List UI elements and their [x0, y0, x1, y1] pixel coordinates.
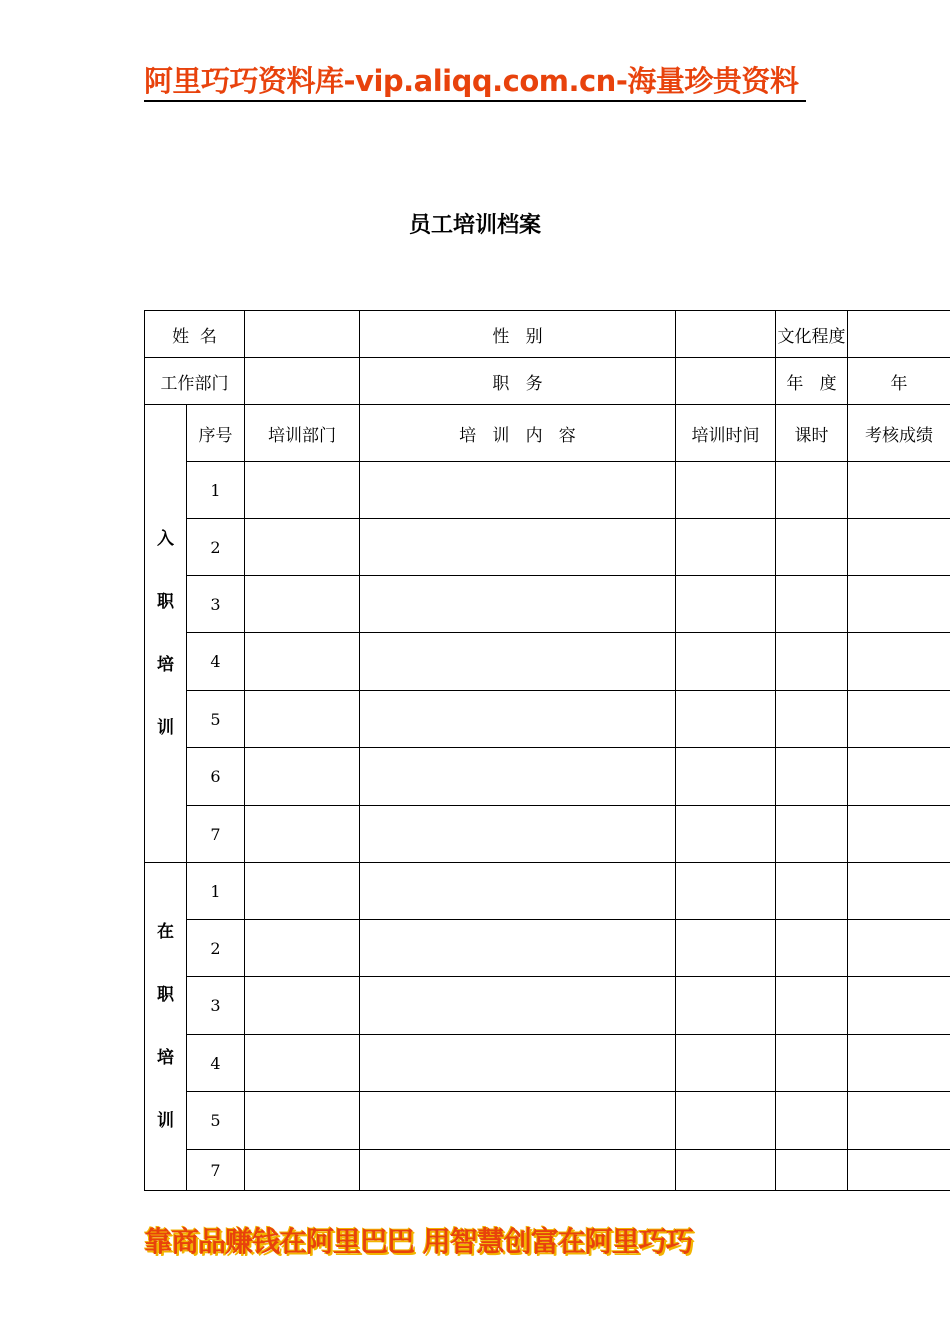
- dept-field[interactable]: [245, 358, 360, 405]
- position-label: 职 务: [360, 358, 676, 405]
- hours-cell[interactable]: [776, 462, 848, 519]
- inservice-section-label: [145, 863, 187, 1191]
- hours-cell[interactable]: [776, 519, 848, 576]
- dept-cell[interactable]: [245, 863, 360, 920]
- onboarding-label-char: 培: [157, 654, 174, 675]
- info-row-1: [145, 311, 950, 358]
- dept-cell[interactable]: [245, 977, 360, 1035]
- row-number: 4: [187, 1035, 245, 1092]
- training-record-table: [144, 310, 950, 1191]
- dept-cell[interactable]: [245, 806, 360, 863]
- position-field[interactable]: [676, 358, 776, 405]
- row-number: 3: [187, 977, 245, 1035]
- gender-label: 性 别: [360, 311, 676, 358]
- score-cell[interactable]: [848, 462, 950, 519]
- score-cell[interactable]: [848, 863, 950, 920]
- dept-cell[interactable]: [245, 462, 360, 519]
- row-number: 1: [187, 462, 245, 519]
- content-cell[interactable]: [360, 691, 676, 748]
- inservice-label-char: 训: [157, 1110, 174, 1131]
- dept-label: 工作部门: [145, 358, 245, 405]
- hours-cell[interactable]: [776, 920, 848, 977]
- time-cell[interactable]: [676, 863, 776, 920]
- row-number: 5: [187, 691, 245, 748]
- col-content-header: 培 训 内 容: [360, 405, 676, 462]
- table-row: [145, 1092, 950, 1150]
- education-field[interactable]: [848, 311, 950, 358]
- dept-cell[interactable]: [245, 748, 360, 806]
- onboarding-label-char: 入: [157, 528, 174, 549]
- score-cell[interactable]: [848, 806, 950, 863]
- score-cell[interactable]: [848, 977, 950, 1035]
- hours-cell[interactable]: [776, 806, 848, 863]
- table-row: [145, 633, 950, 691]
- year-field[interactable]: 年: [848, 358, 950, 405]
- col-score-header: 考核成绩: [848, 405, 950, 462]
- content-cell[interactable]: [360, 920, 676, 977]
- row-number: 1: [187, 863, 245, 920]
- score-cell[interactable]: [848, 691, 950, 748]
- hours-cell[interactable]: [776, 1035, 848, 1092]
- table-row: [145, 806, 950, 863]
- table-row: [145, 1035, 950, 1092]
- hours-cell[interactable]: [776, 1150, 848, 1191]
- dept-cell[interactable]: [245, 519, 360, 576]
- onboarding-label-char: 训: [157, 717, 174, 738]
- time-cell[interactable]: [676, 748, 776, 806]
- time-cell[interactable]: [676, 691, 776, 748]
- col-hours-header: 课时: [776, 405, 848, 462]
- gender-field[interactable]: [676, 311, 776, 358]
- row-number: 4: [187, 633, 245, 691]
- content-cell[interactable]: [360, 633, 676, 691]
- content-cell[interactable]: [360, 748, 676, 806]
- col-time-header: 培训时间: [676, 405, 776, 462]
- inservice-label-char: 在: [157, 921, 174, 942]
- dept-cell[interactable]: [245, 920, 360, 977]
- column-header-row: [145, 405, 950, 462]
- content-cell[interactable]: [360, 863, 676, 920]
- name-field[interactable]: [245, 311, 360, 358]
- header-underline: [144, 100, 806, 102]
- score-cell[interactable]: [848, 519, 950, 576]
- dept-cell[interactable]: [245, 691, 360, 748]
- dept-cell[interactable]: [245, 1150, 360, 1191]
- table-row: [145, 1150, 950, 1191]
- table-row: [145, 691, 950, 748]
- score-cell[interactable]: [848, 633, 950, 691]
- time-cell[interactable]: [676, 1150, 776, 1191]
- name-label: 姓 名: [145, 311, 245, 358]
- hours-cell[interactable]: [776, 977, 848, 1035]
- time-cell[interactable]: [676, 806, 776, 863]
- inservice-label-char: 培: [157, 1047, 174, 1068]
- hours-cell[interactable]: [776, 1092, 848, 1150]
- dept-cell[interactable]: [245, 576, 360, 633]
- content-cell[interactable]: [360, 1092, 676, 1150]
- onboarding-label-char: 职: [157, 591, 174, 612]
- info-row-2: [145, 358, 950, 405]
- row-number: 5: [187, 1092, 245, 1150]
- score-cell[interactable]: [848, 1092, 950, 1150]
- content-cell[interactable]: [360, 519, 676, 576]
- page-title: 员工培训档案: [408, 213, 541, 238]
- table-row: [145, 576, 950, 633]
- time-cell[interactable]: [676, 1035, 776, 1092]
- onboarding-section-label: [145, 405, 187, 863]
- hours-cell[interactable]: [776, 863, 848, 920]
- content-cell[interactable]: [360, 1035, 676, 1092]
- col-seq-header: 序号: [187, 405, 245, 462]
- dept-cell[interactable]: [245, 1035, 360, 1092]
- footer-banner: 靠商品赚钱在阿里巴巴 用智慧创富在阿里巧巧: [144, 1225, 693, 1258]
- row-number: 2: [187, 920, 245, 977]
- table-row: [145, 519, 950, 576]
- hours-cell[interactable]: [776, 748, 848, 806]
- col-dept-header: 培训部门: [245, 405, 360, 462]
- hours-cell[interactable]: [776, 691, 848, 748]
- inservice-label-char: 职: [157, 984, 174, 1005]
- score-cell[interactable]: [848, 1035, 950, 1092]
- row-number: 2: [187, 519, 245, 576]
- time-cell[interactable]: [676, 1092, 776, 1150]
- content-cell[interactable]: [360, 462, 676, 519]
- year-label: 年 度: [776, 358, 848, 405]
- score-cell[interactable]: [848, 920, 950, 977]
- table-row: [145, 462, 950, 519]
- header-banner: 阿里巧巧资料库-vip.aliqq.com.cn-海量珍贵资料: [144, 64, 799, 98]
- time-cell[interactable]: [676, 920, 776, 977]
- time-cell[interactable]: [676, 633, 776, 691]
- row-number: 6: [187, 748, 245, 806]
- time-cell[interactable]: [676, 519, 776, 576]
- time-cell[interactable]: [676, 576, 776, 633]
- content-cell[interactable]: [360, 806, 676, 863]
- table-row: [145, 863, 950, 920]
- row-number: 7: [187, 1150, 245, 1191]
- table-row: [145, 748, 950, 806]
- row-number: 7: [187, 806, 245, 863]
- content-cell[interactable]: [360, 576, 676, 633]
- score-cell[interactable]: [848, 576, 950, 633]
- hours-cell[interactable]: [776, 576, 848, 633]
- score-cell[interactable]: [848, 748, 950, 806]
- score-cell[interactable]: [848, 1150, 950, 1191]
- dept-cell[interactable]: [245, 633, 360, 691]
- table-row: [145, 920, 950, 977]
- hours-cell[interactable]: [776, 633, 848, 691]
- content-cell[interactable]: [360, 1150, 676, 1191]
- time-cell[interactable]: [676, 462, 776, 519]
- row-number: 3: [187, 576, 245, 633]
- time-cell[interactable]: [676, 977, 776, 1035]
- dept-cell[interactable]: [245, 1092, 360, 1150]
- education-label: 文化程度: [776, 311, 848, 358]
- content-cell[interactable]: [360, 977, 676, 1035]
- table-row: [145, 977, 950, 1035]
